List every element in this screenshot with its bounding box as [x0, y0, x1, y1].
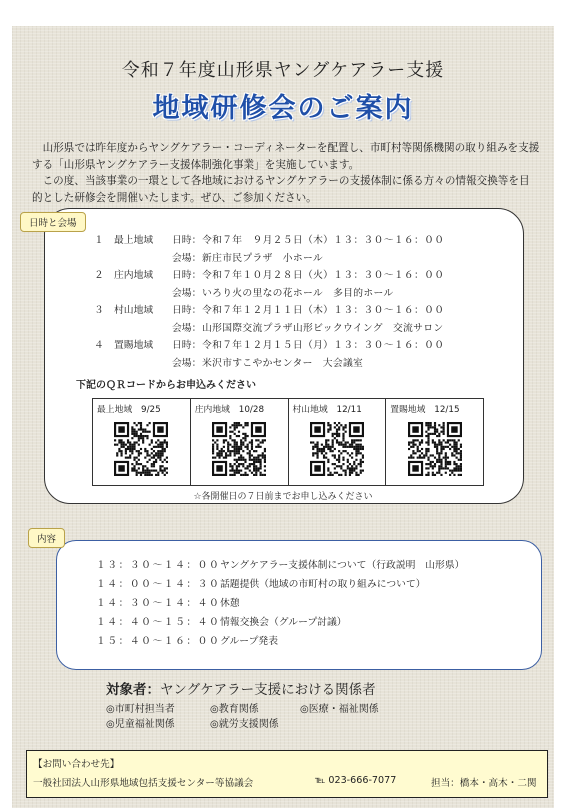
qr-cell	[93, 399, 191, 485]
schedule-venue-row	[94, 355, 514, 373]
program-description: 休憩	[220, 598, 240, 609]
program-description: 話題提供（地域の市町村の取り組みについて）	[220, 579, 426, 590]
schedule-date-row	[94, 267, 514, 285]
intro-paragraph-1: 山形県では昨年度からヤングケアラー・コーディネーターを配置し、市町村等関係機関の取り組みを支援する「山形県ヤングケアラー支援体制強化事業」を実施しています。	[32, 142, 540, 171]
schedule-number: ４	[94, 340, 104, 351]
schedule-venue: 新庄市民プラザ 小ホール	[202, 252, 323, 264]
title-line-1: 令和７年度山形県ヤングケアラー支援	[121, 60, 445, 81]
category-item: ◎児童福祉関係	[106, 719, 175, 730]
program-row	[96, 575, 516, 594]
program-description: ヤングケアラー支援体制について（行政説明 山形県）	[220, 560, 465, 571]
category-row	[106, 702, 436, 717]
schedule-date: 令和７年 ９月２５日（木）１３：３０～１６：００	[202, 235, 445, 246]
intro-paragraph-2: この度、当該事業の一環として各地域におけるヤングケアラーの支援体制に係る方々の情報交換等を目的とした研修会を開催いたします。ぜひ、ご参加ください。	[32, 175, 530, 204]
schedule-venue-row	[94, 250, 514, 268]
qr-code[interactable]	[114, 422, 168, 476]
qr-caption: 最上地域 9/25	[97, 405, 161, 415]
qr-heading: 下記のＱＲコードからお申込みください	[76, 380, 256, 391]
program-time: １３：３０～１４：００	[96, 560, 221, 571]
schedule-venue: いろり火の里なの花ホール 多目的ホール	[202, 287, 394, 299]
program-list	[96, 556, 516, 651]
qr-caption: 村山地域 12/11	[292, 405, 362, 415]
qr-cell	[386, 399, 483, 485]
deadline-note: ☆各開催日の７日前までお申し込みください	[193, 492, 373, 502]
schedule-venue: 山形国際交流プラザ山形ビックウイング 交流サロン	[202, 322, 444, 334]
category-item: ◎就労支援関係	[210, 719, 279, 730]
schedule-date: 令和７年１０月２８日（火）１３：３０～１６：００	[202, 270, 445, 281]
schedule-region: 最上地域	[114, 235, 154, 246]
venue-label: 会場：	[172, 322, 202, 334]
program-tag: 内容	[28, 528, 65, 548]
target-text: ヤングケアラー支援における関係者	[160, 682, 376, 698]
program-row	[96, 556, 516, 575]
program-row	[96, 632, 516, 651]
program-description: グループ発表	[220, 636, 278, 647]
schedule-list	[94, 232, 514, 372]
program-time: １５：４０～１６：００	[96, 636, 221, 647]
program-time: １４：４０～１５：４０	[96, 617, 221, 628]
qr-code[interactable]	[310, 422, 364, 476]
contact-staff: 担当：橋本・高木・二関	[431, 778, 537, 789]
date-label: 日時：	[172, 340, 202, 351]
flyer-page	[12, 26, 554, 808]
category-item: ◎教育関係	[210, 704, 259, 715]
category-item: ◎市町村担当者	[106, 704, 175, 715]
title-line-2: 地域研修会のご案内	[152, 93, 414, 124]
schedule-number: ２	[94, 270, 104, 281]
schedule-venue-row	[94, 285, 514, 303]
date-label: 日時：	[172, 305, 202, 316]
contact-phone[interactable]: ℡ 023-666-7077	[315, 775, 397, 786]
target-label: 対象者：	[106, 682, 160, 698]
qr-table	[92, 398, 484, 486]
schedule-date: 令和７年１２月１１日（木）１３：３０～１６：００	[202, 305, 445, 316]
schedule-venue-row	[94, 320, 514, 338]
schedule-date: 令和７年１２月１５日（月）１３：３０～１６：００	[202, 340, 445, 351]
qr-cell	[191, 399, 289, 485]
qr-code[interactable]	[408, 422, 462, 476]
schedule-tag: 日時と会場	[20, 212, 86, 232]
program-time: １４：００～１４：３０	[96, 579, 221, 590]
date-label: 日時：	[172, 235, 202, 246]
contact-heading: 【お問い合わせ先】	[33, 759, 120, 770]
schedule-date-row	[94, 232, 514, 250]
qr-caption: 置賜地域 12/15	[390, 405, 460, 415]
venue-label: 会場：	[172, 357, 202, 369]
qr-caption: 庄内地域 10/28	[194, 405, 265, 415]
category-row	[106, 717, 436, 732]
schedule-region: 村山地域	[114, 305, 154, 316]
program-description: 情報交換会（グループ討議）	[220, 617, 347, 628]
schedule-venue: 米沢市すこやかセンター 大会議室	[202, 357, 364, 369]
category-item: ◎医療・福祉関係	[300, 704, 379, 715]
schedule-date-row	[94, 302, 514, 320]
date-label: 日時：	[172, 270, 202, 281]
qr-cell	[289, 399, 387, 485]
target-audience	[106, 678, 376, 698]
venue-label: 会場：	[172, 252, 202, 264]
contact-box	[26, 750, 548, 798]
program-row	[96, 613, 516, 632]
schedule-region: 庄内地域	[114, 270, 154, 281]
schedule-region: 置賜地域	[114, 340, 154, 351]
program-row	[96, 594, 516, 613]
schedule-date-row	[94, 337, 514, 355]
target-categories	[106, 702, 436, 732]
program-time: １４：３０～１４：４０	[96, 598, 221, 609]
schedule-number: １	[94, 235, 104, 246]
qr-code[interactable]	[212, 422, 266, 476]
schedule-number: ３	[94, 305, 104, 316]
venue-label: 会場：	[172, 287, 202, 299]
intro-text	[32, 140, 540, 206]
contact-organization: 一般社団法人山形県地域包括支援センター等協議会	[33, 778, 254, 789]
